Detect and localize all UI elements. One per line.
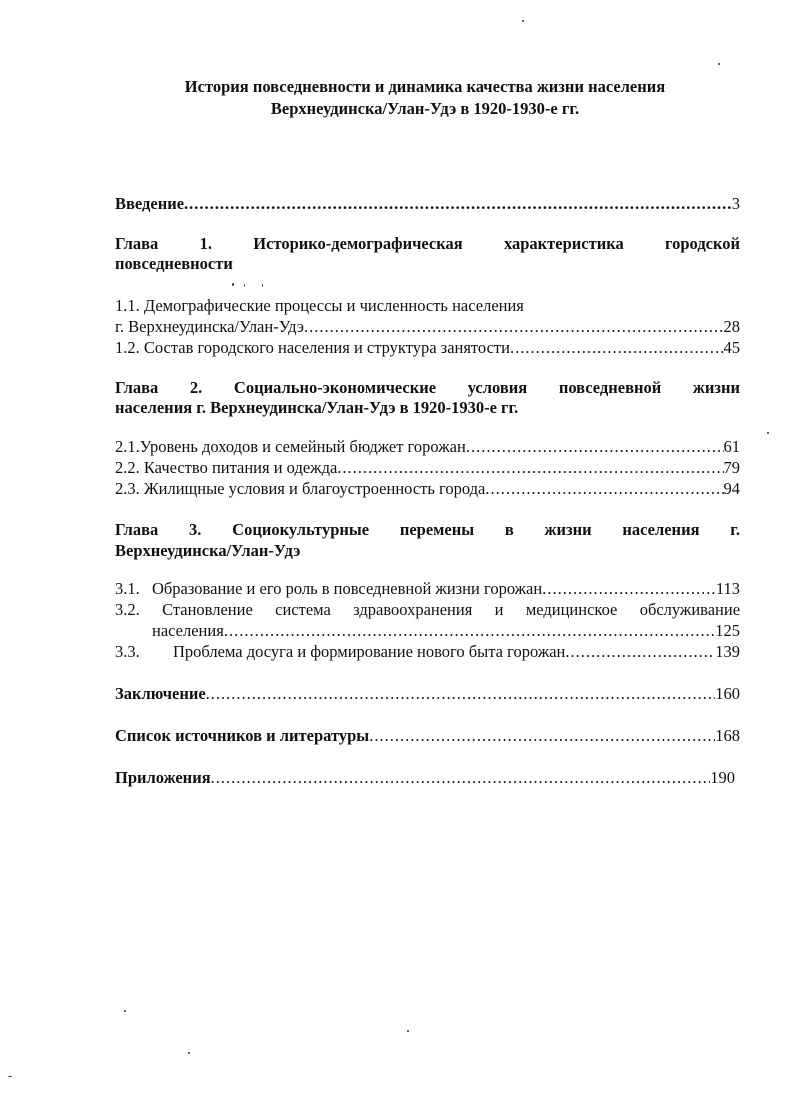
word: и [494, 600, 504, 619]
scan-speck [8, 1076, 12, 1077]
toc-sources-label: Список источников и литературы [115, 726, 370, 745]
word: повседневной [558, 378, 662, 397]
toc-item-2-3 [115, 479, 740, 499]
toc-item-page: 61 [723, 437, 740, 456]
toc-sources-page: 168 [715, 726, 740, 745]
chapter1-heading-line2: повседневности [115, 254, 233, 273]
word: в [504, 520, 514, 539]
leader-dots [510, 338, 724, 358]
title-line-2: Верхнеудинска/Улан-Удэ в 1920-1930-е гг. [270, 99, 580, 118]
word: Глава [115, 520, 159, 539]
toc-item-page: 28 [723, 317, 740, 336]
toc-item-page: 45 [723, 338, 740, 357]
word: медицинское [525, 600, 618, 619]
scan-speck [262, 284, 263, 287]
word: 2. [189, 378, 203, 397]
scan-speck [244, 284, 245, 287]
toc-appendix-label: Приложения [115, 768, 211, 787]
scan-speck [767, 432, 769, 434]
toc-item-1-2 [115, 338, 740, 358]
scan-speck [407, 1030, 409, 1032]
toc-appendix [115, 768, 735, 788]
leader-dots [211, 768, 711, 788]
word: обслуживание [639, 600, 740, 619]
leader-dots [206, 684, 716, 704]
word: г. [730, 520, 740, 539]
toc-item-page: 79 [723, 458, 740, 477]
toc-item-label: 2.3. Жилищные условия и благоустроенность города [115, 479, 486, 498]
toc-item-page: 139 [715, 642, 740, 661]
toc-item-1-1 [115, 317, 740, 337]
chapter3-heading-line2: Верхнеудинска/Улан-Удэ [115, 541, 301, 560]
scan-speck [124, 1010, 126, 1012]
word: характеристика [503, 234, 624, 253]
leader-dots [184, 194, 732, 214]
word: Глава [115, 234, 159, 253]
document-title [100, 76, 750, 120]
toc-item-page: 125 [715, 621, 740, 640]
toc-item-text: Образование и его роль в повседневной жизни горожан [152, 579, 543, 598]
leader-dots [337, 458, 723, 478]
toc-item-label: 2.2. Качество питания и одежда [115, 458, 338, 477]
word: городской [665, 234, 740, 253]
chapter2-heading-line1 [115, 378, 740, 398]
toc-item-label: г. Верхнеудинска/Улан-Удэ [115, 317, 304, 336]
word: жизни [692, 378, 740, 397]
word: 1. [199, 234, 212, 253]
toc-item-label [115, 579, 542, 599]
toc-item-number: 3.1. [115, 579, 140, 598]
toc-item-3-3 [115, 642, 740, 662]
leader-dots [304, 317, 724, 337]
toc-introduction-page: 3 [731, 194, 740, 213]
toc-item-3-2 [152, 621, 740, 641]
toc-item-number: 3.3. [115, 642, 140, 661]
toc-item-label: 1.2. Состав городского населения и структура занятости [115, 338, 510, 357]
toc-appendix-page: 190 [710, 768, 735, 787]
chapter3-heading-line1 [115, 520, 740, 540]
leader-dots [565, 642, 715, 662]
leader-dots [466, 437, 724, 457]
word: Историко-демографическая [253, 234, 463, 253]
toc-item-text: Проблема досуга и формирование нового быта горожан [173, 642, 566, 661]
word: Социокультурные [232, 520, 370, 539]
toc-item-number: 3.2. [115, 600, 140, 619]
leader-dots [369, 726, 715, 746]
leader-dots [224, 621, 715, 641]
toc-item-2-2 [115, 458, 740, 478]
leader-dots [542, 579, 716, 599]
title-line-1: История повседневности и динамика качества жизни населения [184, 77, 666, 96]
toc-introduction-label: Введение [115, 194, 185, 213]
toc-sources [115, 726, 740, 746]
word: здравоохранения [353, 600, 473, 619]
word: Социально-экономические [233, 378, 437, 397]
toc-conclusion-label: Заключение [115, 684, 206, 703]
word: населения [622, 520, 700, 539]
word: система [275, 600, 331, 619]
toc-item-page: 113 [715, 579, 740, 598]
toc-item-3-2-line1 [115, 600, 740, 620]
toc-introduction [115, 194, 740, 214]
leader-dots [485, 479, 723, 499]
toc-item-label: 2.1.Уровень доходов и семейный бюджет горожан [115, 437, 466, 456]
word: перемены [399, 520, 475, 539]
toc-item-label [115, 642, 565, 662]
scan-speck [232, 283, 234, 286]
scan-speck [718, 63, 720, 65]
scan-speck [188, 1052, 190, 1054]
toc-item-2-1 [115, 437, 740, 457]
toc-item-page: 94 [723, 479, 740, 498]
word: 3. [189, 520, 202, 539]
toc-conclusion-page: 160 [715, 684, 740, 703]
toc-conclusion [115, 684, 740, 704]
toc-item-3-1 [115, 579, 740, 599]
word: Становление [162, 600, 253, 619]
word: условия [467, 378, 528, 397]
chapter2-heading-line2: населения г. Верхнеудинска/Улан-Удэ в 1920-1930-е гг. [115, 398, 519, 417]
scan-speck [522, 20, 524, 22]
word: Глава [115, 378, 159, 397]
toc-item-1-1-line1: 1.1. Демографические процессы и численность населения [115, 296, 524, 315]
word: жизни [544, 520, 592, 539]
toc-item-label: населения [152, 621, 224, 640]
chapter1-heading-line1 [115, 234, 740, 254]
